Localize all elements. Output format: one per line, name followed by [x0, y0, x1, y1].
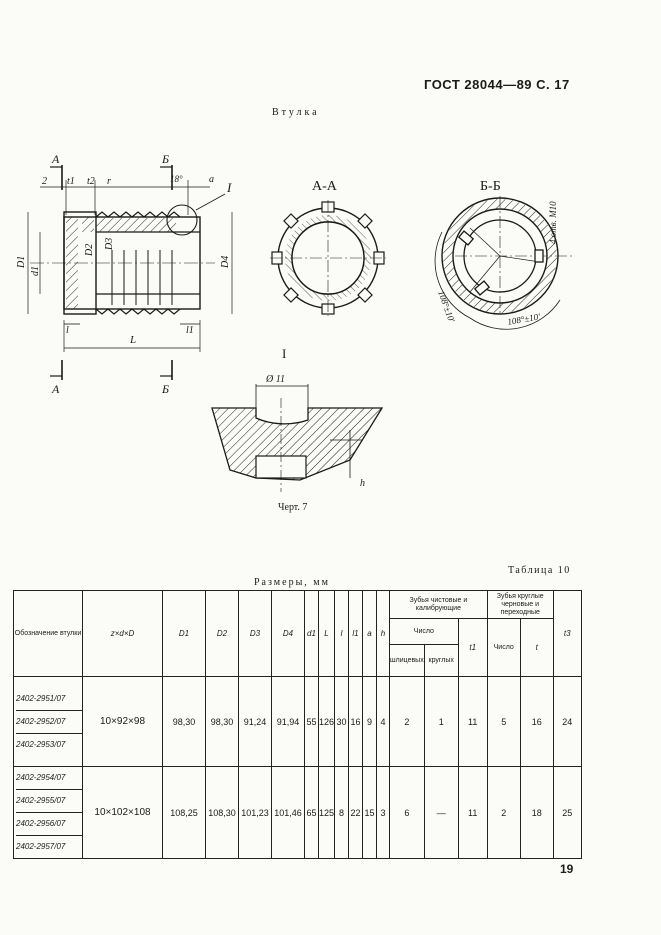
- header-D1: D1: [163, 591, 206, 677]
- header-l1: l1: [349, 591, 363, 677]
- header-t: t: [520, 619, 553, 677]
- label-h: h: [360, 478, 365, 489]
- header-teeth-round: Зубья круглые черновые и переходные: [487, 591, 553, 619]
- label-a-bottom: А: [52, 382, 60, 396]
- header-spline: шлицевых: [390, 645, 425, 677]
- row1-t: 16: [520, 677, 553, 767]
- designation-cell: 2402-2954/07: [16, 767, 82, 790]
- label-b-bottom: Б: [162, 382, 170, 396]
- row2-zdD: 10×102×108: [83, 767, 163, 859]
- header-h: h: [377, 591, 390, 677]
- header-designation: Обозначение втулки: [14, 591, 83, 677]
- label-D2: D2: [84, 243, 95, 256]
- header-L: L: [319, 591, 335, 677]
- dimensions-table: [13, 590, 582, 859]
- label-angle-1: 108°±10': [436, 289, 457, 324]
- row2-t: 18: [520, 767, 553, 859]
- header-number: Число: [390, 619, 459, 645]
- detail-i: [212, 384, 382, 492]
- header-teeth-spline: Зубья чистовые и калибрующие: [390, 591, 488, 619]
- bushing-side-view: [28, 165, 232, 380]
- designation-cell: 2402-2956/07: [16, 813, 82, 836]
- row2-D2: 108,30: [206, 767, 239, 859]
- label-b-top: Б: [162, 152, 170, 166]
- label-angle-2: 108°±10': [506, 311, 541, 327]
- label-a: a: [209, 174, 214, 185]
- row1-l1: 16: [349, 677, 363, 767]
- row1-round: 1: [424, 677, 458, 767]
- label-detail-i: I: [227, 180, 232, 195]
- label-D4: D4: [220, 255, 231, 268]
- row1-h: 4: [377, 677, 390, 767]
- row2-d1: 65: [305, 767, 319, 859]
- label-section-b-b: Б-Б: [480, 179, 501, 194]
- label-D3: D3: [104, 237, 115, 250]
- row1-spline: 2: [390, 677, 425, 767]
- row2-D4: 101,46: [272, 767, 305, 859]
- label-a-top: А: [52, 152, 60, 166]
- table-row: [14, 767, 582, 859]
- row2-D1: 108,25: [163, 767, 206, 859]
- header-t3: t3: [553, 591, 581, 677]
- row2-l1: 22: [349, 767, 363, 859]
- row2-t1: 11: [458, 767, 487, 859]
- label-detail-title: I: [282, 346, 287, 361]
- row2-a: 15: [363, 767, 377, 859]
- row1-L: 126: [319, 677, 335, 767]
- row1-D2: 98,30: [206, 677, 239, 767]
- label-section-a-a: А-А: [312, 179, 337, 194]
- label-l: l: [66, 325, 69, 336]
- table-caption: Таблица 10: [508, 565, 571, 576]
- designation-cell: 2402-2951/07: [16, 688, 82, 711]
- row1-t3: 24: [553, 677, 581, 767]
- designation-cell: 2402-2955/07: [16, 790, 82, 813]
- drawing-caption: Черт. 7: [278, 502, 308, 513]
- row2-l: 8: [335, 767, 349, 859]
- header-a: a: [363, 591, 377, 677]
- designation-cell: 2402-2952/07: [16, 711, 82, 734]
- row2-designations: [14, 767, 83, 859]
- row1-D1: 98,30: [163, 677, 206, 767]
- label-L: L: [130, 334, 137, 346]
- header-number2: Число: [487, 619, 520, 677]
- row1-t1: 11: [458, 677, 487, 767]
- row1-number2: 5: [487, 677, 520, 767]
- label-holes-m10: 4 отв. M10: [548, 201, 558, 244]
- label-r: r: [107, 176, 111, 187]
- section-a-a: [270, 200, 386, 316]
- label-D1: D1: [16, 255, 27, 268]
- page-header: ГОСТ 28044—89 С. 17: [424, 77, 570, 92]
- header-t1: t1: [458, 619, 487, 677]
- label-d1: d1: [30, 266, 41, 276]
- part-title: Втулка: [272, 107, 320, 118]
- row1-zdD: 10×92×98: [83, 677, 163, 767]
- label-angle-18: 18°: [170, 174, 183, 184]
- header-round: круглых: [424, 645, 458, 677]
- header-zdD: z×d×D: [83, 591, 163, 677]
- row1-designations: [14, 677, 83, 767]
- header-l: l: [335, 591, 349, 677]
- header-D4: D4: [272, 591, 305, 677]
- row1-D3: 91,24: [239, 677, 272, 767]
- row2-L: 125: [319, 767, 335, 859]
- label-t2: t2: [87, 176, 95, 187]
- row2-h: 3: [377, 767, 390, 859]
- row1-D4: 91,94: [272, 677, 305, 767]
- row1-l: 30: [335, 677, 349, 767]
- row1-d1: 55: [305, 677, 319, 767]
- row1-a: 9: [363, 677, 377, 767]
- label-t1: t1: [67, 176, 75, 187]
- row2-number2: 2: [487, 767, 520, 859]
- page-number: 19: [560, 862, 574, 876]
- header-d1: d1: [305, 591, 319, 677]
- header-D2: D2: [206, 591, 239, 677]
- label-two: 2: [42, 176, 47, 187]
- label-dia-11: Ø 11: [266, 374, 285, 385]
- row2-t3: 25: [553, 767, 581, 859]
- sizes-caption: Размеры, мм: [254, 577, 330, 588]
- row2-spline: 6: [390, 767, 425, 859]
- table-row: [14, 677, 582, 767]
- designation-cell: 2402-2953/07: [16, 739, 66, 749]
- row2-round: —: [424, 767, 458, 859]
- designation-cell: 2402-2957/07: [16, 842, 66, 851]
- row2-D3: 101,23: [239, 767, 272, 859]
- header-D3: D3: [239, 591, 272, 677]
- label-l1: l1: [186, 325, 194, 336]
